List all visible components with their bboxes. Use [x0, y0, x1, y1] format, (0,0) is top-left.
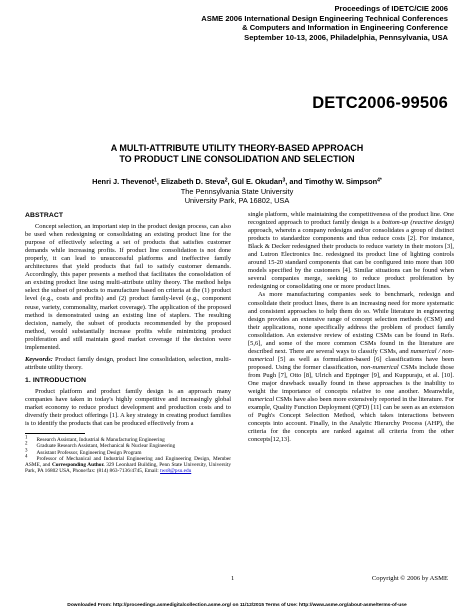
- introduction-heading: 1. INTRODUCTION: [25, 376, 87, 384]
- author-name: Elizabeth D. Steva: [161, 177, 225, 186]
- emphasis-text: numerical / non-numerical: [248, 347, 454, 363]
- emphasis-text: bottom-up (reactive design): [381, 219, 454, 227]
- footnotes: [25, 437, 231, 474]
- author-name: Henri J. Thevenot: [92, 177, 155, 186]
- author-names: [0, 177, 474, 187]
- right-column: [248, 211, 454, 444]
- page-number: 1: [231, 575, 235, 582]
- footnote-text: Assistant Professor, Engineering Design Program: [36, 449, 142, 456]
- text-run: CSMs have also been more extensively reported in the literature. For example, Quality Function Deployment (QFD) [11] can be seen as an extension of Pugh's Concept Selection Method, which takes interactions between concepts into account. Finally, in the Analytic Hierarchy Process (AHP), the criteria for the concepts are ranked against all criteria from the other concepts[12,13].: [248, 396, 454, 444]
- footnote-text: Professor of Mechanical and Industrial Engineering and Engineering Design, Member ASME, and: [25, 455, 231, 468]
- body-paragraph: [248, 291, 454, 444]
- text-run: [5] as well as formulation-based [6] classifications have been proposed. Using the former classification,: [248, 355, 454, 371]
- author-sup: 4*: [377, 177, 382, 184]
- author-sep: , and: [285, 177, 305, 186]
- proceedings-header: [148, 4, 448, 42]
- author-sep: ,: [156, 177, 162, 186]
- footnote-number: 3: [25, 448, 28, 454]
- footnote-text-cont: 329 Leonhard Building, Penn State University, University Park, PA 16802 USA, Phone/fax: (814) 863-7136/4745, Email:: [25, 461, 231, 475]
- download-notice: Downloaded From: http://proceedings.asmedigitalcollection.asme.org/ on 11/12/2015 Terms of Use: http://www.asme.org/about-asme/terms-of-use: [67, 603, 407, 608]
- footnote-number: 4: [25, 454, 28, 460]
- copyright-notice: Copyright © 2006 by ASME: [371, 575, 448, 582]
- author-sup: 3: [282, 177, 286, 184]
- keywords-label: Keywords:: [25, 355, 53, 363]
- left-column: [25, 212, 231, 474]
- footnote-text: Research Assistant, Industrial & Manufacturing Engineering: [36, 437, 165, 444]
- author-block: [0, 177, 474, 206]
- proceedings-line: Proceedings of IDETC/CIE 2006: [334, 4, 448, 13]
- keywords-text: Product family design, product line consolidation, selection, multi-attribute utility theory.: [25, 355, 231, 371]
- abstract-body: Concept selection, an important step in the product design process, can also be used when redesigning or consolidating an existing product line for the purpose of effectively selecting a set of products that satisfies customer demands while increasing profits. If product line consolidation is not done properly, it can lead to unsuccessful platforms and ineffective family architectures that yield products that fail to satisfy customer demands. Accordingly, this paper presents a method that facilitates the consolidation of an existing product line using multi-attribute utility theory. The method helps select the subset of products to manufacture based on criteria at the (1) product level (e.g., costs and profits) and (2) product family-level (e.g., component reuse, variety, commonality, market coverage). The application of the proposed method is demonstrated using an existing line of staplers. The resulting decision, namely, the subset of products recommended by the proposed method, would substantially increase profits while minimizing product proliferation and still maintain good market coverage if the decision were implemented.: [25, 223, 231, 351]
- proceedings-line: September 10-13, 2006, Philadelphia, Pennsylvania, USA: [244, 32, 448, 42]
- address: University Park, PA 16802, USA: [184, 196, 290, 205]
- author-name: Timothy W. Simpson: [304, 177, 378, 186]
- paper-title: [0, 143, 474, 165]
- text-run: As more manufacturing companies seek to benchmark, redesign and consolidate their product lines, there is an increasing need for more systematic and consistent approaches to help them do so. While literature in engineering design provides an extensive range of concept selection methods (CSM) and their applications, none specifically address the problem of product family consolidation. An extensive review of existing CSMs can be found in Refs. [5,6], and some of the more common CSMs found in the literature are described next. There are several ways to classify CSMs, and: [248, 291, 454, 355]
- emphasis-text: non-numerical: [360, 363, 399, 371]
- footnote: [25, 456, 231, 475]
- proceedings-line: & Computers and Information in Engineering Conference: [242, 23, 448, 33]
- proceedings-line: ASME 2006 International Design Engineering Technical Conferences: [201, 13, 448, 23]
- affiliation: The Pennsylvania State University: [180, 186, 294, 196]
- title-line: TO PRODUCT LINE CONSOLIDATION AND SELECTION: [119, 154, 355, 164]
- author-sep: ,: [227, 177, 232, 186]
- footnote-number: 1: [25, 435, 28, 441]
- keywords: [25, 356, 231, 372]
- footnote-divider: [25, 433, 85, 434]
- text-run: approach, wherein a company redesigns and/or consolidates a group of distinct products to standardize components and thus reduce costs [2]. For instance, Black & Decker redesigned their products to reduce variety in their motors [3], and Lutron Electronics Inc. redesigned its product line of lighting controls around 15-20 standard components that can be configured into more than 100 models specified by the customers [4]. Similar situations can be found when several companies merge, seeking to reduce product proliferation by redesigning or consolidating one or more product lines.: [248, 227, 454, 291]
- abstract-heading: ABSTRACT: [25, 212, 64, 219]
- body-paragraph: [248, 211, 454, 291]
- footnote-text: Graduate Research Assistant, Mechanical & Nuclear Engineering: [36, 443, 176, 450]
- emphasis-text: numerical: [248, 396, 275, 404]
- text-run: CSMs include those from Pugh [7], Otto [8], Ulrich and Eppinger [9], and Kuppuraju, et al. [10]. One major drawback usually found in these approaches is the inability to weight the importance of concepts relative to one another. Meanwhile,: [248, 363, 454, 396]
- title-line: A MULTI-ATTRIBUTE UTILITY THEORY-BASED APPROACH: [110, 143, 364, 153]
- corresponding-author-label: Corresponding Author.: [51, 461, 105, 468]
- author-name: Gül E. Okudan: [231, 177, 283, 186]
- author-email-link[interactable]: tws8@psu.edu: [160, 468, 192, 475]
- author-sup: 2: [224, 177, 228, 184]
- introduction-paragraph: Product platform and product family design is an approach many companies have taken in today's highly competitive and increasingly global market economy to reduce product development and production costs and to diversify their product offerings [1]. A key strategy in creating product families is to identify the products that can be produced effectively from a: [25, 387, 231, 428]
- author-sup: 1: [154, 177, 157, 184]
- footnote-number: 2: [25, 441, 28, 447]
- paper-id: DETC2006-99506: [312, 94, 448, 112]
- text-run: single platform, while maintaining the competitiveness of the product line. One recognized approach to product family design is a: [248, 211, 454, 227]
